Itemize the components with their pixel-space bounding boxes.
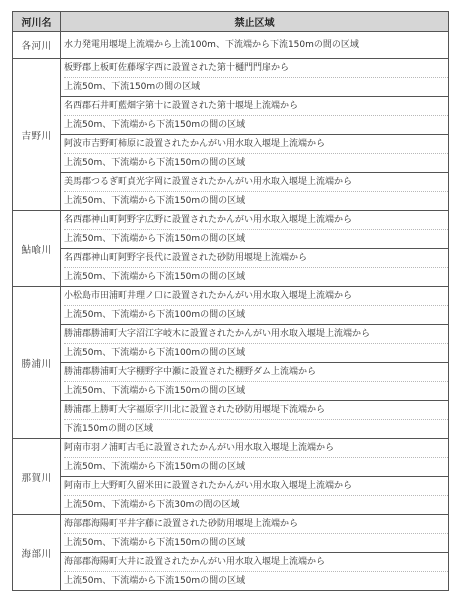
zone-description-cell xyxy=(61,553,449,591)
zone-description-cell xyxy=(61,477,449,515)
zone-description-line: 上流50m、下流端から下流150mの間の区域 xyxy=(64,533,448,552)
zone-description-line: 名西郡石井町藍畑字第十に設置された第十堰堤上流端から xyxy=(64,101,299,111)
zone-description-line: 名西郡神山町阿野字広野に設置されたかんがい用水取入堰堤上流端から xyxy=(64,215,353,225)
zone-description-line: 海部郡海陽町大井に設置されたかんがい用水取入堰堤上流端から xyxy=(64,557,326,567)
zone-description-cell xyxy=(61,97,449,135)
prohibited-zone-table-sheet xyxy=(12,11,448,591)
river-name-cell: 那賀川 xyxy=(13,439,61,515)
table-row xyxy=(13,401,449,439)
zone-description-line: 上流50m、下流端から下流30mの間の区域 xyxy=(64,495,448,514)
zone-description-cell xyxy=(61,32,449,59)
table-row xyxy=(13,287,449,325)
zone-description-cell xyxy=(61,325,449,363)
table-row xyxy=(13,59,449,97)
zone-description-cell xyxy=(61,173,449,211)
table-row xyxy=(13,325,449,363)
zone-description-line: 水力発電用堰堤上流端から上流100m、下流端から下流150mの間の区域 xyxy=(64,40,359,50)
zone-description-line: 板野郡上板町佐藤塚字西に設置された第十樋門門扉から xyxy=(64,63,290,73)
zone-description-line: 上流50m、下流端から下流150mの間の区域 xyxy=(64,229,448,248)
river-name-cell: 各河川 xyxy=(13,32,61,59)
zone-description-line: 名西郡神山町阿野字長代に設置された砂防用堰堤上流端から xyxy=(64,253,308,263)
zone-description-line: 上流50m、下流150mの間の区域 xyxy=(64,77,448,96)
table-row xyxy=(13,515,449,553)
zone-description-cell xyxy=(61,401,449,439)
river-name-cell: 鮎喰川 xyxy=(13,211,61,287)
zone-description-cell xyxy=(61,59,449,97)
zone-description-line: 上流50m、下流端から下流150mの間の区域 xyxy=(64,115,448,134)
table-row xyxy=(13,211,449,249)
table-row xyxy=(13,477,449,515)
zone-description-line: 上流50m、下流端から下流150mの間の区域 xyxy=(64,381,448,400)
zone-description-line: 上流50m、下流端から下流150mの間の区域 xyxy=(64,267,448,286)
zone-description-line: 上流50m、下流端から下流150mの間の区域 xyxy=(64,153,448,172)
prohibited-zone-table xyxy=(12,11,449,591)
zone-description-cell xyxy=(61,135,449,173)
zone-description-line: 阿波市吉野町柿原に設置されたかんがい用水取入堰堤上流端から xyxy=(64,139,326,149)
prohibited-zone-header: 禁止区域 xyxy=(61,12,449,32)
zone-description-line: 海部郡海陽町平井字藤に設置された砂防用堰堤上流端から xyxy=(64,519,299,529)
table-row xyxy=(13,32,449,59)
zone-description-cell xyxy=(61,439,449,477)
zone-description-line: 上流50m、下流端から下流150mの間の区域 xyxy=(64,191,448,210)
zone-description-line: 小松島市田浦町井理ノ口に設置されたかんがい用水取入堰堤上流端から xyxy=(64,291,353,301)
zone-description-line: 上流50m、下流端から下流100mの間の区域 xyxy=(64,305,448,324)
table-row xyxy=(13,249,449,287)
zone-description-line: 美馬郡つるぎ町貞光字岡に設置されたかんがい用水取入堰堤上流端から xyxy=(64,177,353,187)
zone-description-line: 勝浦郡上勝町大字福原字川北に設置された砂防用堰堤下流端から xyxy=(64,405,326,415)
table-row xyxy=(13,173,449,211)
table-header-row xyxy=(13,12,449,32)
table-row xyxy=(13,439,449,477)
river-name-cell: 海部川 xyxy=(13,515,61,591)
zone-description-line: 下流150mの間の区域 xyxy=(64,419,448,438)
river-name-cell: 吉野川 xyxy=(13,59,61,211)
zone-description-line: 上流50m、下流端から下流100mの間の区域 xyxy=(64,343,448,362)
zone-description-line: 勝浦郡勝浦町大字棚野字中瀬に設置された棚野ダム上流端から xyxy=(64,367,317,377)
zone-description-line: 上流50m、下流端から下流150mの間の区域 xyxy=(64,457,448,476)
table-row xyxy=(13,363,449,401)
table-row xyxy=(13,553,449,591)
zone-description-cell xyxy=(61,211,449,249)
table-body xyxy=(13,32,449,591)
zone-description-line: 勝浦郡勝浦町大字沼江字岐木に設置されたかんがい用水取入堰堤上流端から xyxy=(64,329,371,339)
table-row xyxy=(13,97,449,135)
zone-description-cell xyxy=(61,363,449,401)
river-name-header: 河川名 xyxy=(13,12,61,32)
zone-description-line: 阿南市上大野町久留米田に設置されたかんがい用水取入堰堤上流端から xyxy=(64,481,353,491)
river-name-cell: 勝浦川 xyxy=(13,287,61,439)
zone-description-line: 阿南市羽ノ浦町古毛に設置されたかんがい用水取入堰堤上流端から xyxy=(64,443,335,453)
zone-description-cell xyxy=(61,515,449,553)
table-row xyxy=(13,135,449,173)
zone-description-cell xyxy=(61,249,449,287)
zone-description-line: 上流50m、下流端から下流150mの間の区域 xyxy=(64,571,448,590)
zone-description-cell xyxy=(61,287,449,325)
